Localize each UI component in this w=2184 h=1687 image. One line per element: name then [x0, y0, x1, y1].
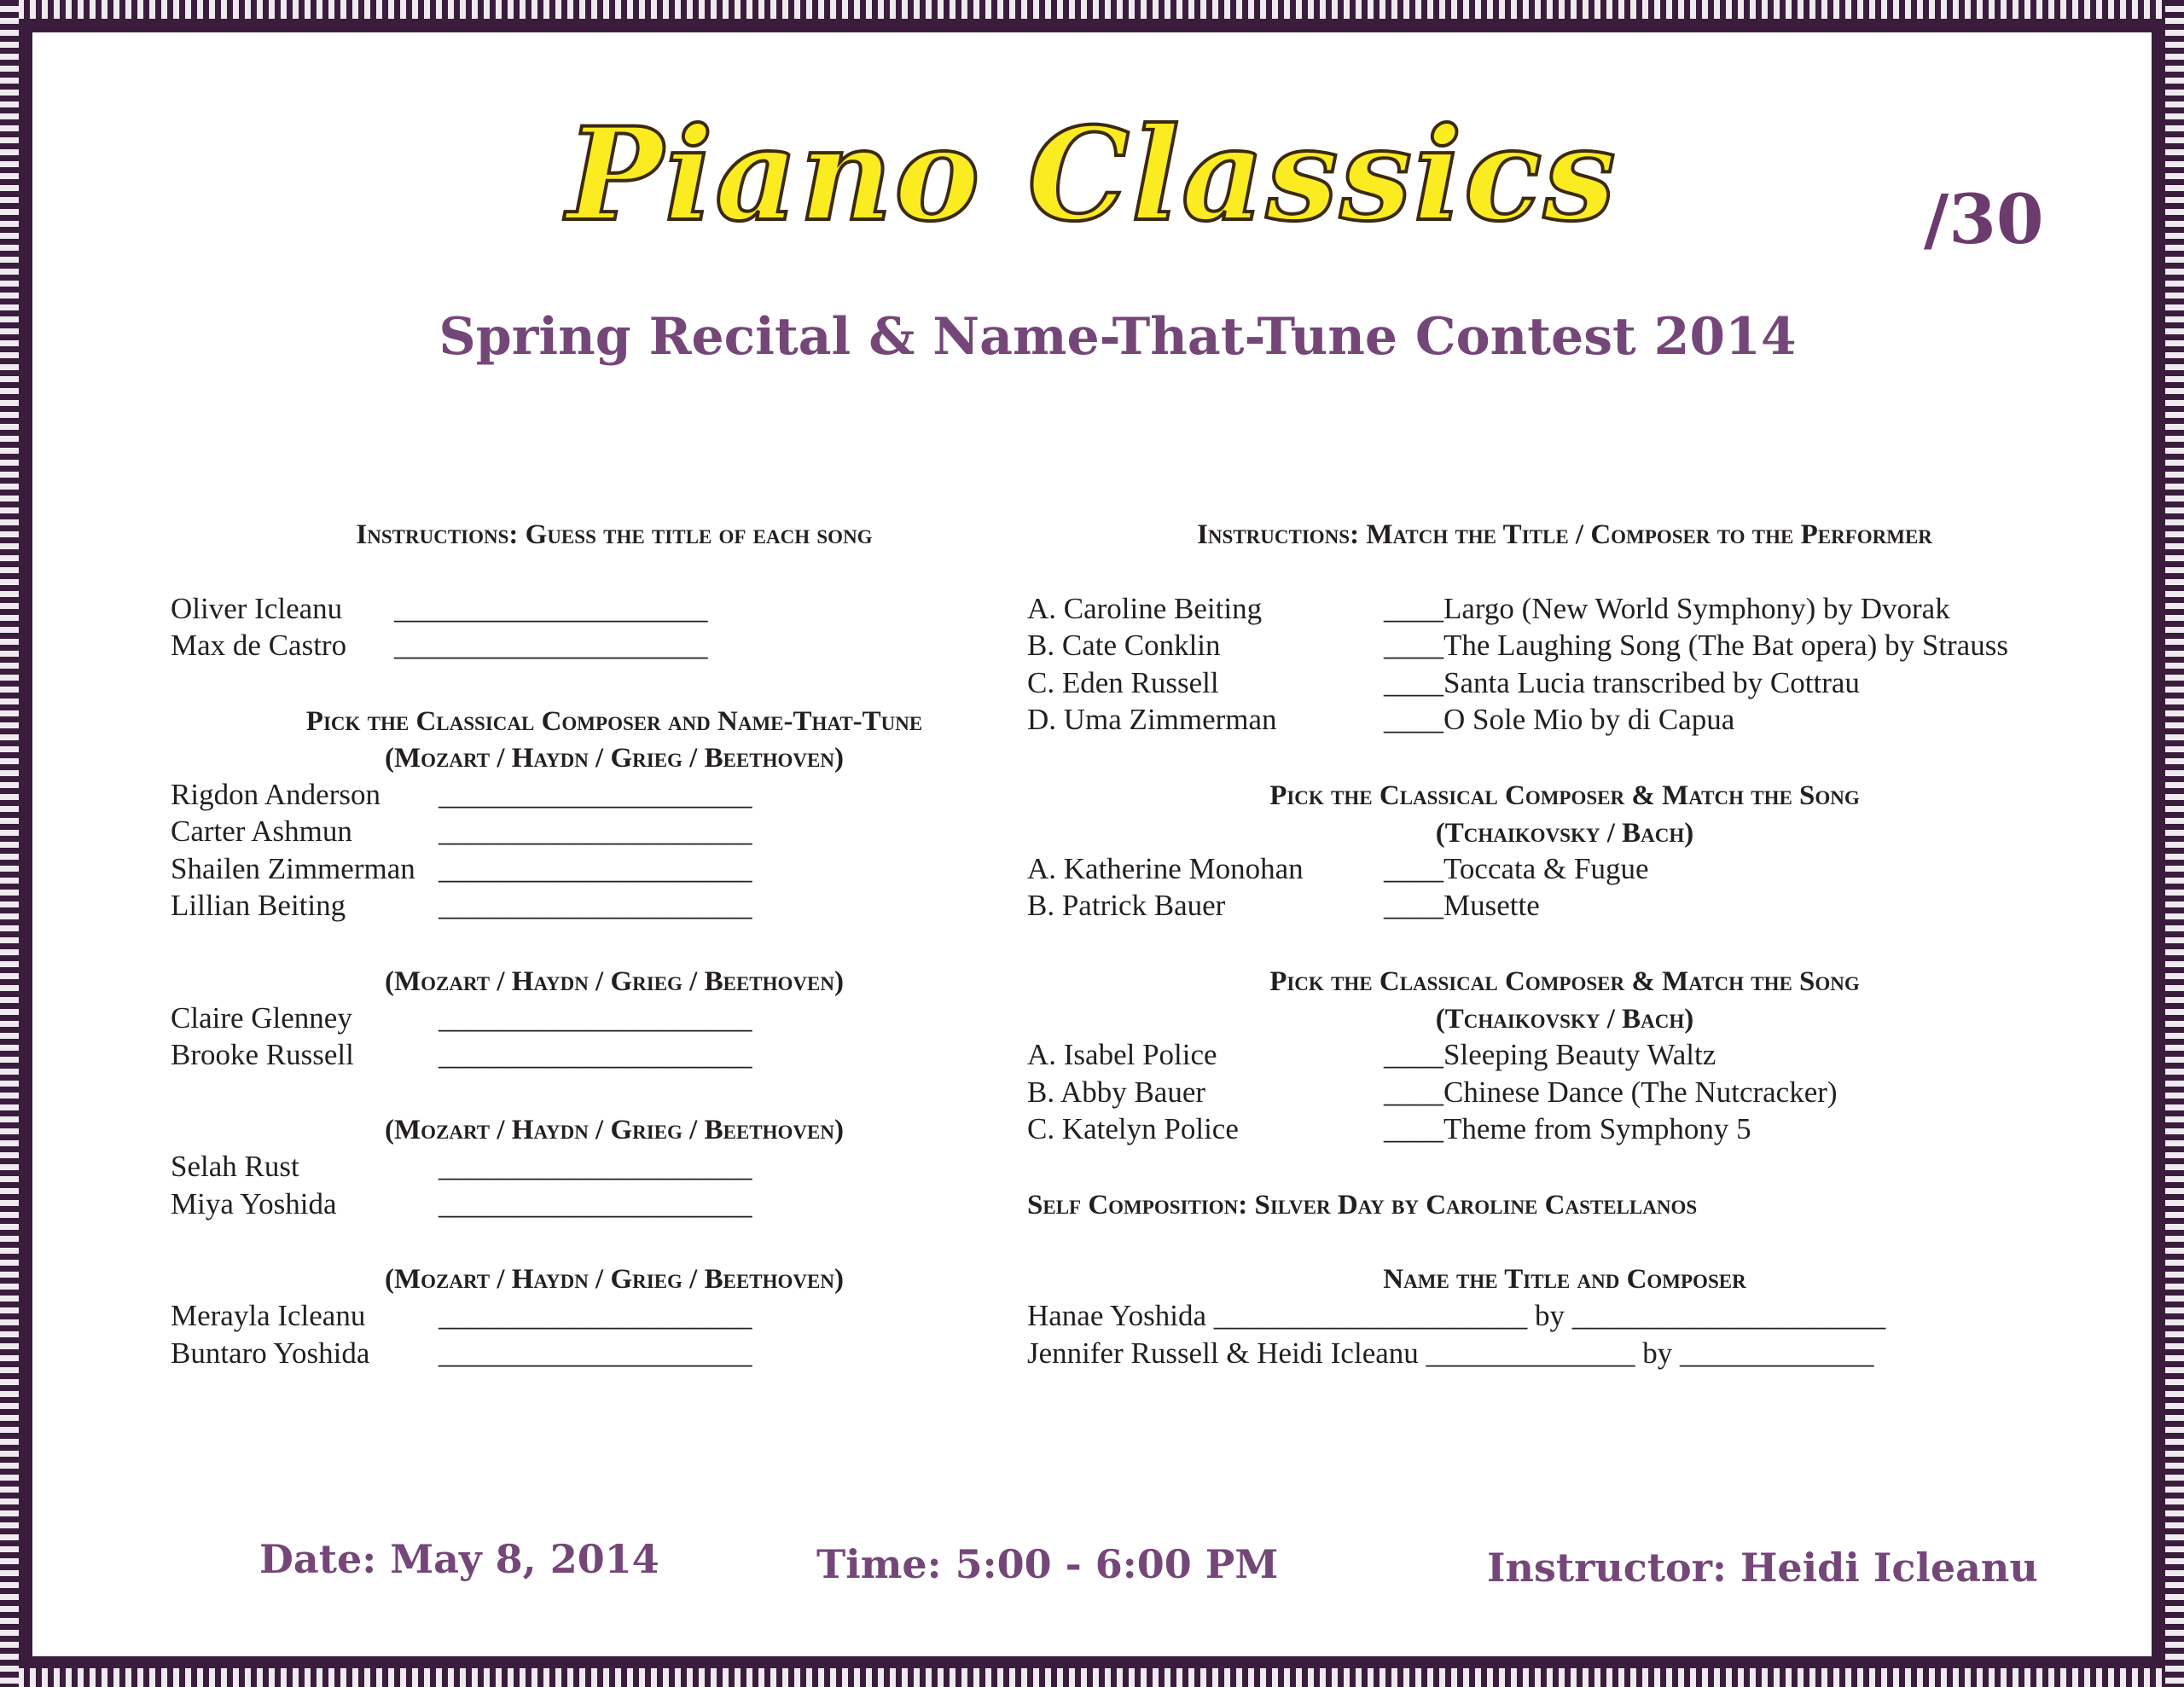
event-time: Time: 5:00 - 6:00 PM: [816, 1541, 1279, 1587]
page-title: Piano Classics: [566, 100, 1618, 250]
right-keys-border: [2165, 0, 2184, 1687]
instructor-name: Instructor: Heidi Icleanu: [1487, 1545, 2038, 1591]
song-match[interactable]: ____Santa Lucia transcribed by Cottrau: [1384, 666, 1860, 699]
score-total: /30: [1924, 179, 2044, 259]
answer-blank[interactable]: _____________________: [394, 629, 708, 662]
composer-heading: Pick the Classical Composer & Match the Song: [1269, 966, 1860, 997]
answer-blank[interactable]: _____________________: [439, 889, 752, 922]
answer-blank[interactable]: _____________________: [439, 778, 752, 811]
answer-blank[interactable]: _____________________: [439, 1299, 752, 1332]
answer-blank[interactable]: _____________________: [439, 815, 752, 848]
answer-blank[interactable]: _____________________: [439, 1001, 752, 1035]
top-keys-border: [0, 0, 2184, 19]
song-match[interactable]: ____Toccata & Fugue: [1384, 852, 1649, 885]
composer-heading: Pick the Classical Composer & Match the Song: [1269, 780, 1860, 811]
performer-name: C. Eden Russell: [1027, 666, 1219, 699]
performer-name: A. Caroline Beiting: [1027, 592, 1263, 625]
composer-options: (Tchaikovsky / Bach): [1435, 818, 1694, 849]
performer-name: Merayla Icleanu: [171, 1299, 366, 1332]
left-instructions: Instructions: Guess the title of each song: [356, 519, 873, 550]
performer-name: Claire Glenney: [171, 1001, 352, 1035]
title-composer-row[interactable]: Jennifer Russell & Heidi Icleanu ______________ by _____________: [1027, 1336, 1874, 1370]
performer-name: B. Patrick Bauer: [1027, 889, 1226, 922]
answer-blank[interactable]: _____________________: [439, 1336, 752, 1370]
performer-name: B. Cate Conklin: [1027, 629, 1221, 662]
performer-name: Brooke Russell: [171, 1038, 354, 1071]
composer-options: (Mozart / Haydn / Grieg / Beethoven): [385, 966, 844, 997]
self-composition: Self Composition: Silver Day by Caroline Castellanos: [1027, 1190, 1698, 1220]
answer-blank[interactable]: _____________________: [439, 1187, 752, 1220]
song-match[interactable]: ____Sleeping Beauty Waltz: [1384, 1038, 1716, 1071]
performer-name: Lillian Beiting: [171, 889, 346, 922]
song-match[interactable]: ____Musette: [1384, 889, 1540, 922]
answer-blank[interactable]: _____________________: [394, 592, 708, 625]
performer-name: D. Uma Zimmerman: [1027, 703, 1277, 736]
song-match[interactable]: ____Chinese Dance (The Nutcracker): [1384, 1075, 1838, 1109]
performer-name: Selah Rust: [171, 1150, 299, 1183]
performer-name: A. Isabel Police: [1027, 1038, 1217, 1071]
page-subtitle: Spring Recital & Name-That-Tune Contest 2014: [439, 307, 1797, 367]
name-title-heading: Name the Title and Composer: [1383, 1264, 1746, 1295]
answer-blank[interactable]: _____________________: [439, 852, 752, 885]
performer-name: A. Katherine Monohan: [1027, 852, 1304, 885]
performer-name: Oliver Icleanu: [171, 592, 343, 625]
performer-name: C. Katelyn Police: [1027, 1112, 1239, 1145]
performer-name: Shailen Zimmerman: [171, 852, 415, 885]
performer-name: Buntaro Yoshida: [171, 1336, 370, 1370]
composer-options: (Mozart / Haydn / Grieg / Beethoven): [385, 1115, 844, 1145]
song-match[interactable]: ____The Laughing Song (The Bat opera) by Strauss: [1384, 629, 2008, 662]
performer-name: Rigdon Anderson: [171, 778, 380, 811]
event-date: Date: May 8, 2014: [259, 1536, 659, 1582]
performer-name: B. Abby Bauer: [1027, 1075, 1206, 1109]
left-keys-border: [0, 0, 19, 1687]
performer-name: Miya Yoshida: [171, 1187, 337, 1220]
performer-name: Max de Castro: [171, 629, 347, 662]
song-match[interactable]: ____Largo (New World Symphony) by Dvorak: [1384, 592, 1950, 625]
composer-heading: Pick the Classical Composer and Name-That-Tune: [305, 706, 923, 737]
answer-blank[interactable]: _____________________: [439, 1150, 752, 1183]
composer-options: (Mozart / Haydn / Grieg / Beethoven): [385, 743, 844, 774]
composer-options: (Mozart / Haydn / Grieg / Beethoven): [385, 1264, 844, 1295]
title-composer-row[interactable]: Hanae Yoshida _____________________ by _____________________: [1027, 1299, 1886, 1332]
bottom-keys-border: [0, 1668, 2184, 1687]
song-match[interactable]: ____O Sole Mio by di Capua: [1384, 703, 1735, 736]
right-instructions: Instructions: Match the Title / Composer to the Performer: [1197, 519, 1932, 550]
composer-options: (Tchaikovsky / Bach): [1435, 1004, 1694, 1035]
answer-blank[interactable]: _____________________: [439, 1038, 752, 1071]
performer-name: Carter Ashmun: [171, 815, 352, 848]
song-match[interactable]: ____Theme from Symphony 5: [1384, 1112, 1751, 1145]
